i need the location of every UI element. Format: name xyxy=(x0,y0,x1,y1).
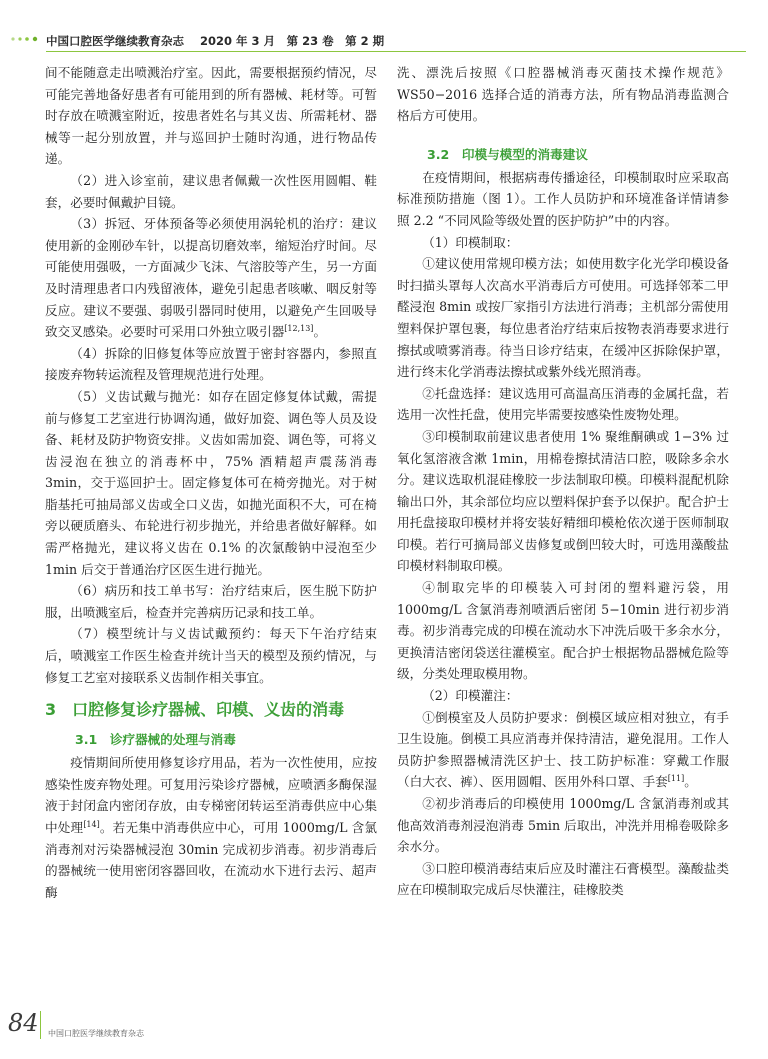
paragraph: （3）拆冠、牙体预备等必须使用涡轮机的治疗：建议使用新的金刚砂车针，以提高切磨效率，缩短治疗时间。尽可能使用强吸，一方面减少飞沫、气溶胶等产生，另一方面及时清理患者口内残留液体，避免引起患者咳嗽、咽反射等反应。建议不要强、弱吸引器同时使用，以避免产生回吸导致交叉感染。必要时可采用口外独立吸引器[12,13]。 xyxy=(45,216,377,340)
paragraph: （7）模型统计与义齿试戴预约：每天下午治疗结束后，喷溅室工作医生检查并统计当天的模型及预约情况，与修复工艺室对接联系义齿制作相关事宜。 xyxy=(45,626,377,685)
citation: [12,13] xyxy=(284,323,314,333)
paragraph: 在疫情期间，根据病毒传播途径，印模制取时应采取高标准预防措施（图 1）。工作人员防护和环境准备详情请参照 2.2 “不同风险等级处置的医护防护”中的内容。 xyxy=(397,169,729,228)
header-issue: 2020 年 3 月 第 23 卷 第 2 期 xyxy=(200,34,385,48)
page-footer xyxy=(0,1005,768,1059)
paragraph: ①倒模室及人员防护要求：倒模区域应相对独立，有手卫生设施。倒模工具应消毒并保持清洁，避免混用。工作人员防护参照器械清洗区护士、技工防护标准：穿戴工作服（白大衣、裤）、医用圆帽、医用外科口罩、手套[11]。 xyxy=(397,709,729,790)
header-journal-info xyxy=(46,33,384,49)
paragraph: 疫情期间所使用修复诊疗用品，若为一次性使用，应按感染性废弃物处理。可复用污染诊疗器械，应喷洒多酶保湿液于封闭盒内密闭存放，由专梯密闭转运至消毒供应中心集中处理[14]。若无集中消毒供应中心，可用 1000mg/L 含氯消毒剂对污染器械浸泡 30min 完成初步消毒。初步消毒后的器械统一使用密闭容器回收，在流动水下进行去污、超声酶 xyxy=(45,755,378,900)
paragraph: ④制取完毕的印模装入可封闭的塑料避污袋，用 1000mg/L 含氯消毒剂喷洒后密闭 5−10min 进行初步消毒。初步消毒完成的印模在流动水下冲洗后吸干多余水分，更换清洁密闭袋送往灌模室。配合护士根据物品器械危险等级，分类处理取模用物。 xyxy=(397,580,729,682)
paragraph: （6）病历和技工单书写：治疗结束后，医生脱下防护服，出喷溅室后，检查并完善病历记录和技工单。 xyxy=(45,583,377,620)
paragraph: ②初步消毒后的印模使用 1000mg/L 含氯消毒剂或其他高效消毒剂浸泡消毒 5min 后取出，冲洗并用棉卷吸除多余水分。 xyxy=(397,796,729,855)
paragraph: ①建议使用常规印模方法；如使用数字化光学印模设备时扫描头罩每人次高水平消毒后方可使用。可选择邻苯二甲醛浸泡 8min 或按厂家指引方法进行消毒；主机部分需使用塑料保护罩包裹，每位患者治疗结束后按物表消毒要求进行擦拭或喷雾消毒。待当日诊疗结束，在缓冲区拆除保护罩，进行终末化学消毒法擦拭或紫外线光照消毒。 xyxy=(397,256,729,380)
right-column xyxy=(397,62,729,901)
header-decoration-dots xyxy=(10,34,40,44)
paragraph: ③印模制取前建议患者使用 1% 聚维酮碘或 1−3% 过氧化氢溶液含漱 1min，用棉卷擦拭清洁口腔，吸除多余水分。建议选取机混硅橡胶一步法制取印模。印模料混配机除输出口外，其余部位均应以塑料保护套予以保护。配合护士用托盘接取印模材并将安装好精细印模枪依次递于医师制取印模。若行可摘局部义齿修复或倒凹较大时，可选用藻酸盐印模材料制取印模。 xyxy=(397,428,729,574)
footer-rule xyxy=(40,1011,41,1039)
paragraph: 间不能随意走出喷溅治疗室。因此，需要根据预约情况，尽可能完善地备好患者有可能用到的所有器械、耗材等。可暂时存放在喷溅室附近，按患者姓名与其义齿、所需耗材、器械等一起分别放置，并与巡回护士随时沟通，进行物品传递。 xyxy=(45,65,377,167)
citation: [11] xyxy=(667,774,685,784)
citation: [14] xyxy=(83,819,100,829)
paragraph: 洗、漂洗后按照《口腔器械消毒灭菌技术操作规范》WS50−2016 选择合适的消毒方法，所有物品消毒监测合格后方可使用。 xyxy=(397,65,729,124)
paragraph: （2）进入诊室前，建议患者佩戴一次性医用圆帽、鞋套，必要时佩戴护目镜。 xyxy=(45,172,377,210)
paragraph: ②托盘选择：建议选用可高温高压消毒的金属托盘，若选用一次性托盘，使用完毕需要按感染性废物处理。 xyxy=(397,385,729,423)
header-rule xyxy=(46,51,746,52)
subsection-heading-3-2: 3.2 印模与模型的消毒建议 xyxy=(427,146,588,162)
paragraph: ③口腔印模消毒结束后应及时灌注石膏模型。藻酸盐类应在印模制取完成后尽快灌注，硅橡胶类 xyxy=(397,860,729,898)
paragraph: （5）义齿试戴与抛光：如存在固定修复体试戴，需提前与修复工艺室进行协调沟通，做好加瓷、调色等人员及设备、耗材及防护物资安排。义齿如需加瓷、调色等，可将义齿浸泡在独立的消毒杯中，75% 酒精超声震荡消毒 3min，交于巡回护士。固定修复体可在椅旁抛光。对于树脂基托可抽局部义齿或全口义齿，如抛光面积不大，可在椅旁以硬质磨头、布轮进行初步抛光，并给患者做好解释。如需严格抛光，建议将义齿在 0.1% 的次氯酸钠中浸泡至少 1min 后交于普通治疗区医生进行抛光。 xyxy=(45,388,377,577)
paragraph: （2）印模灌注： xyxy=(422,688,519,704)
page-header xyxy=(0,0,768,52)
footer-journal-name: 中国口腔医学继续教育杂志 xyxy=(48,1029,144,1038)
paragraph: （4）拆除的旧修复体等应放置于密封容器内，参照直接废弃物转运流程及管理规范进行处理。 xyxy=(45,345,377,383)
paragraph: （1）印模制取： xyxy=(422,234,519,250)
subsection-heading-3-1: 3.1 诊疗器械的处理与消毒 xyxy=(75,732,236,748)
section-heading-3: 3 口腔修复诊疗器械、印模、义齿的消毒 xyxy=(45,700,345,720)
page-number: 84 xyxy=(8,1009,39,1037)
left-column xyxy=(45,62,377,903)
header-journal-name: 中国口腔医学继续教育杂志 xyxy=(46,34,184,48)
